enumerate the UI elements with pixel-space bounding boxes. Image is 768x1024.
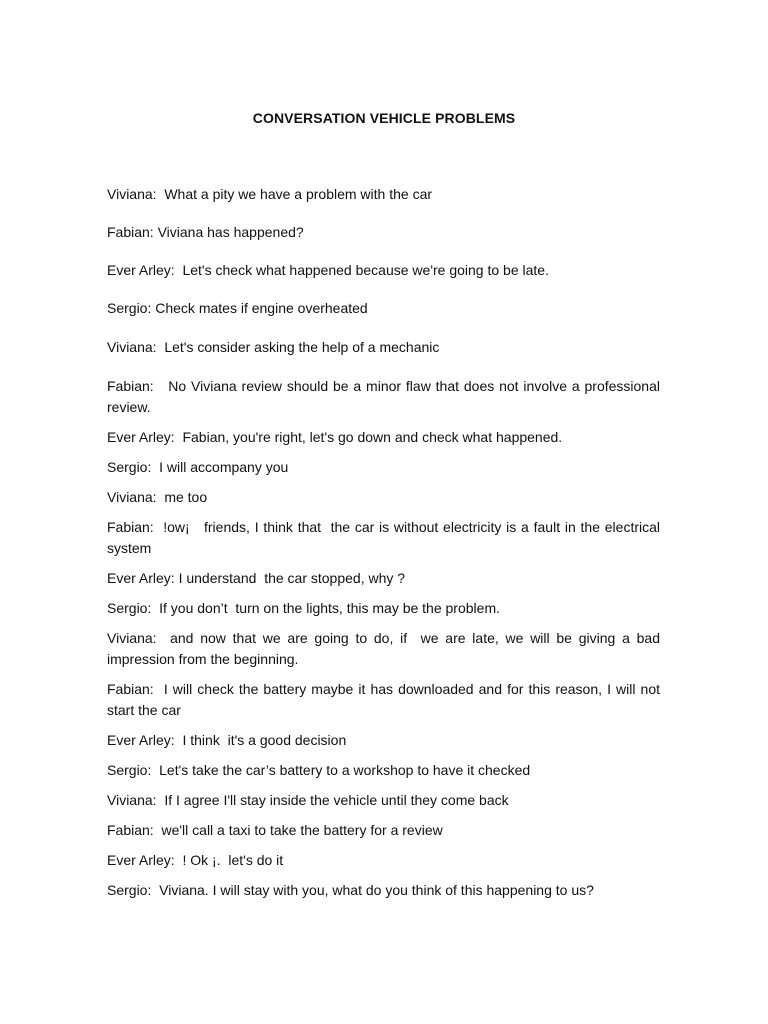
dialogue-line: Fabian: I will check the battery maybe it has downloaded and for this reason, I will not start the car — [107, 681, 664, 718]
dialogue-line: Fabian: !ow¡ friends, I think that the car is without electricity is a fault in the electrical system — [107, 519, 664, 556]
dialogue-line: Viviana: If I agree I'll stay inside the vehicle until they come back — [107, 792, 509, 808]
dialogue-line: Viviana: me too — [107, 489, 208, 505]
dialogue-line: Fabian: Viviana has happened? — [107, 224, 304, 240]
dialogue-line: Fabian: we'll call a taxi to take the battery for a review — [107, 822, 443, 838]
dialogue-line: Viviana: Let's consider asking the help of a mechanic — [107, 339, 440, 355]
dialogue-line: Sergio: Let's take the car’s battery to a workshop to have it checked — [107, 762, 531, 778]
dialogue-line: Ever Arley: ! Ok ¡. let's do it — [107, 852, 284, 868]
dialogue-line: Sergio: Check mates if engine overheated — [107, 300, 368, 316]
dialogue-block — [107, 184, 664, 901]
dialogue-line: Ever Arley: Let's check what happened because we're going to be late. — [107, 262, 549, 278]
dialogue-line: Sergio: Viviana. I will stay with you, what do you think of this happening to us? — [107, 882, 594, 898]
dialogue-line: Fabian: No Viviana review should be a minor flaw that does not involve a professional review. — [107, 378, 664, 415]
document-title: CONVERSATION VEHICLE PROBLEMS — [252, 110, 516, 126]
dialogue-line: Sergio: I will accompany you — [107, 459, 289, 475]
dialogue-line: Viviana: and now that we are going to do, if we are late, we will be giving a bad impression from the beginning. — [107, 630, 664, 667]
dialogue-line: Ever Arley: I think it's a good decision — [107, 732, 347, 748]
dialogue-line: Sergio: If you don’t turn on the lights, this may be the problem. — [107, 600, 500, 616]
dialogue-line: Ever Arley: I understand the car stopped, why ? — [107, 570, 406, 586]
dialogue-line: Ever Arley: Fabian, you're right, let's go down and check what happened. — [107, 429, 563, 445]
dialogue-line: Viviana: What a pity we have a problem with the car — [107, 186, 433, 202]
